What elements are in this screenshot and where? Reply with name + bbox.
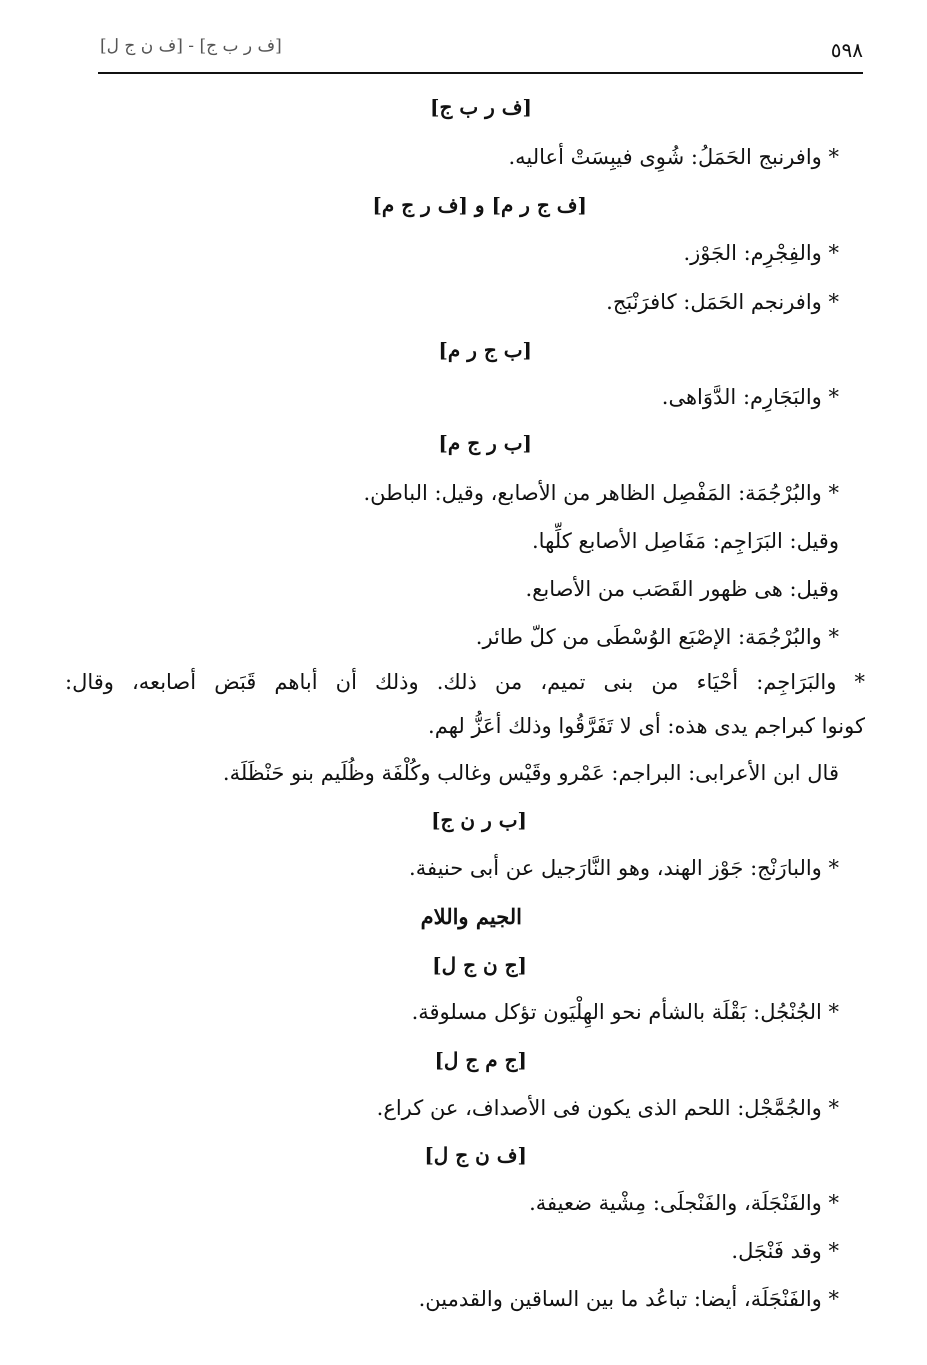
entry-line: * والبُرْجُمَة: الإصْبَع الوُسْطَى من كلّ طائر.	[475, 625, 839, 649]
root-heading: [ج م ج ل]	[434, 1048, 527, 1072]
root-heading: [ب ر ج م]	[438, 431, 532, 455]
entry-line: * الجُنْجُل: بَقْلَة بالشأم نحو الهِلْيَون تؤكل مسلوقة.	[411, 1000, 839, 1024]
entry-line: * والفَنْجَلَة، أيضا: تباعُد ما بين الساقين والقدمين.	[418, 1287, 839, 1311]
root-heading: [ب ر ن ج]	[431, 808, 527, 832]
section-heading: الجيم واللام	[420, 904, 522, 929]
entry-line: * والبارَنْج: جَوْز الهند، وهو النَّارَجيل عن أبى حنيفة.	[409, 856, 839, 880]
entry-line: * والفِجْرِم: الجَوْز.	[683, 241, 839, 265]
entry-line: كونوا كبراجم يدى هذه: أى لا تَفَرَّقُوا وذلك أعَزُّ لهم.	[428, 714, 865, 738]
entry-line: * والبَرَاجِم: أحْيَاء من بنى تميم، من ذلك. وذلك أن أباهم قَبَض أصابعه، وقال:	[65, 670, 865, 694]
entry-line: * والفَنْجَلَة، والفَنْجلَى: مِشْية ضعيفة.	[529, 1191, 839, 1215]
root-heading: [ف ج ر م] و [ف ر ج م]	[372, 193, 587, 217]
root-heading: [ب ج ر م]	[438, 338, 532, 362]
entry-line: * وافرنجم الحَمَل: كافرَنْبَج.	[606, 290, 839, 314]
page-number: ٥٩٨	[830, 38, 863, 62]
entry-line: * والبَجَارِم: الدَّوَاهى.	[661, 385, 839, 409]
entry-line: * والجُمَّجْل: اللحم الذى يكون فى الأصداف، عن كراع.	[376, 1096, 839, 1120]
entry-line: * وقد فَنْجَل.	[731, 1239, 839, 1263]
entry-line: * وافرنبج الحَمَلُ: شُوِى فيبِسَتْ أعاليه.	[508, 145, 839, 169]
root-heading: [ف ن ج ل]	[424, 1143, 527, 1167]
entry-line: وقيل: البَرَاجِم: مَفَاصِل الأصابع كلِّها.	[532, 529, 839, 553]
entry-line: قال ابن الأعرابى: البراجم: عَمْرو وقَيْس وغالب وكُلْفَة وظُلَيم بنو حَنْظَلَة.	[222, 761, 839, 785]
entry-line: وقيل: هى ظهور القَصَب من الأصابع.	[525, 577, 839, 601]
root-heading: [ج ن ج ل]	[432, 953, 527, 977]
root-range: [ف ر ب ج] - [ف ن ج ل]	[100, 36, 282, 56]
entry-line: * والبُرْجُمَة: المَفْصِل الظاهر من الأصابع، وقيل: الباطن.	[363, 481, 839, 505]
root-heading: [ف ر ب ج]	[430, 95, 532, 119]
